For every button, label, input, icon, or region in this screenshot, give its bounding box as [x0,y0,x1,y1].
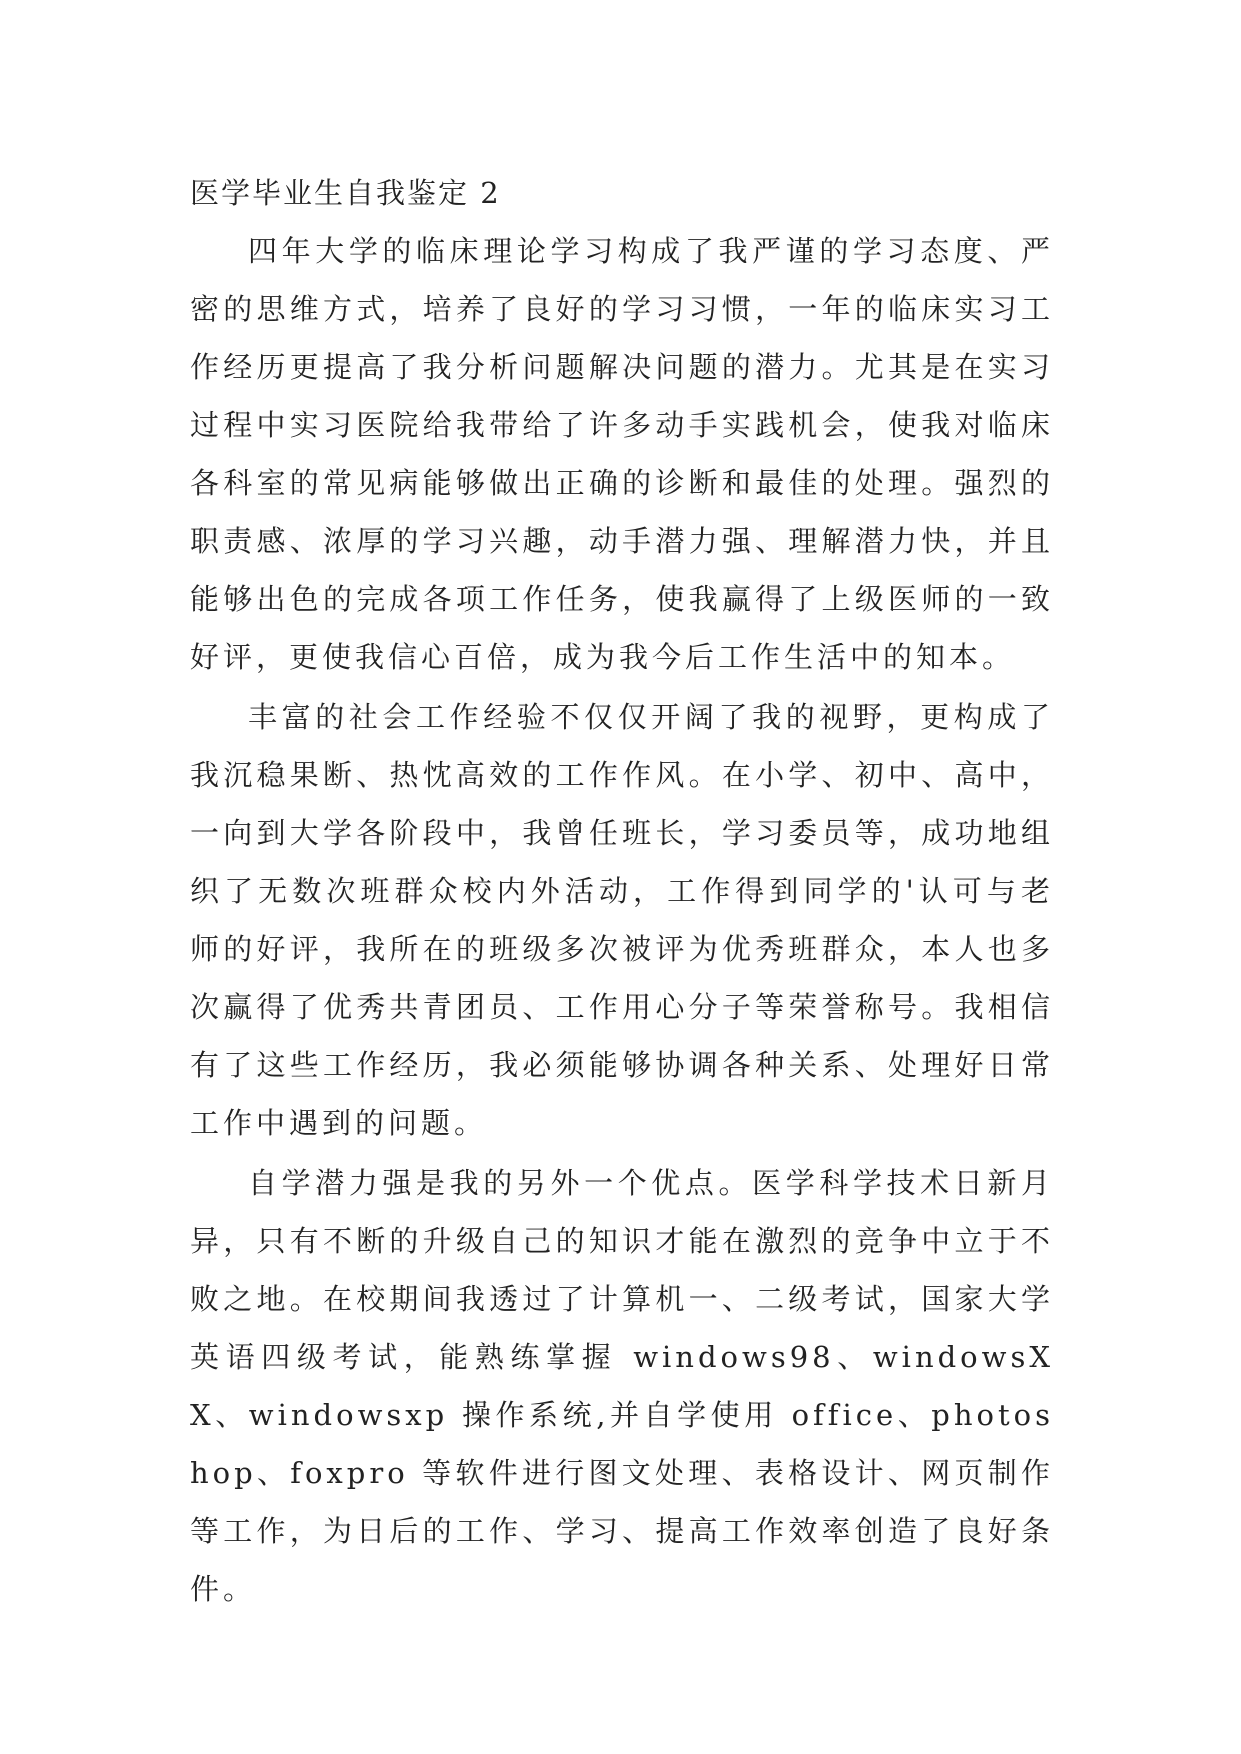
paragraph-self-study: 自学潜力强是我的另外一个优点。医学科学技术日新月异，只有不断的升级自己的知识才能在激烈的竞争中立于不败之地。在校期间我透过了计算机一、二级考试，国家大学英语四级考试，能熟练掌握 windows98、windowsXX、windowsxp 操作系统,并自学使用 office、photoshop、foxpro 等软件进行图文处理、表格设计、网页制作等工作，为日后的工作、学习、提高工作效率创造了良好条件。 [190,1166,1054,1606]
paragraph-social-work: 丰富的社会工作经验不仅仅开阔了我的视野，更构成了我沉稳果断、热忱高效的工作作风。在小学、初中、高中，一向到大学各阶段中，我曾任班长，学习委员等，成功地组织了无数次班群众校内外活动，工作得到同学的'认可与老师的好评，我所在的班级多次被评为优秀班群众，本人也多次赢得了优秀共青团员、工作用心分子等荣誉称号。我相信有了这些工作经历，我必须能够协调各种关系、处理好日常工作中遇到的问题。 [190,700,1054,1140]
paragraph-clinical-study: 四年大学的临床理论学习构成了我严谨的学习态度、严密的思维方式，培养了良好的学习习惯，一年的临床实习工作经历更提高了我分析问题解决问题的潜力。尤其是在实习过程中实习医院给我带给了许多动手实践机会，使我对临床各科室的常见病能够做出正确的诊断和最佳的处理。强烈的职责感、浓厚的学习兴趣，动手潜力强、理解潜力快，并且能够出色的完成各项工作任务，使我赢得了上级医师的一致好评，更使我信心百倍，成为我今后工作生活中的知本。 [190,234,1054,674]
document-title: 医学毕业生自我鉴定 2 [190,176,501,210]
document-body [190,164,1054,1618]
